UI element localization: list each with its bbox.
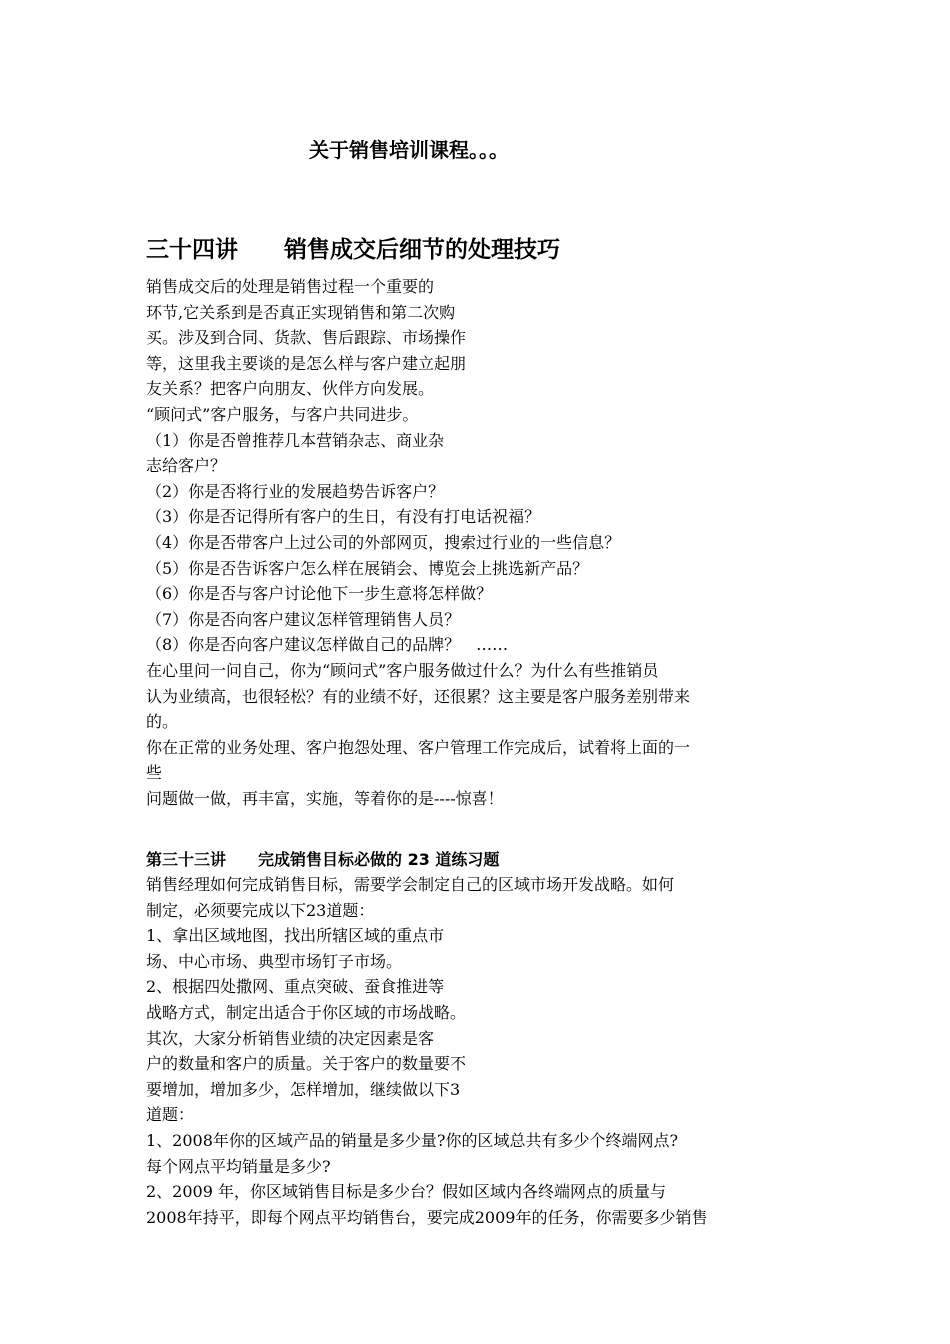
- paragraph-line: 认为业绩高，也很轻松？有的业绩不好，还很累？这主要是客户服务差别带来: [146, 686, 691, 706]
- paragraph-line: 战略方式，制定出适合于你区域的市场战略。: [146, 1002, 467, 1022]
- paragraph-line: 2、根据四处撒网、重点突破、蚕食推进等: [146, 977, 445, 997]
- paragraph-line: （4）你是否带客户上过公司的外部网页，搜索过行业的一些信息？: [146, 532, 621, 552]
- section-heading-33: 第三十三讲 完成销售目标必做的 23 道练习题: [146, 850, 500, 869]
- paragraph-line: 志给客户？: [146, 456, 227, 476]
- paragraph-line: 买。涉及到合同、货款、售后跟踪、市场操作: [146, 328, 467, 348]
- paragraph-line: 友关系？把客户向朋友、伙伴方向发展。: [146, 379, 435, 399]
- paragraph-line: （8）你是否向客户建议怎样做自己的品牌？ ……: [146, 635, 509, 655]
- paragraph-line: 制定，必须要完成以下23道题：: [146, 900, 375, 920]
- section-body-34: [146, 274, 826, 811]
- paragraph-line: （1）你是否曾推荐几本营销杂志、商业杂: [146, 430, 445, 450]
- paragraph-line: 1、拿出区域地图，找出所辖区域的重点市: [146, 926, 445, 946]
- paragraph-line: 户的数量和客户的质量。关于客户的数量要不: [146, 1054, 467, 1074]
- paragraph-line: （2）你是否将行业的发展趋势告诉客户？: [146, 481, 445, 501]
- paragraph-line: 1、2008年你的区域产品的销量是多少量?你的区域总共有多少个终端网点?: [146, 1130, 679, 1150]
- section-body-33: [146, 872, 826, 1230]
- paragraph-line: 等，这里我主要谈的是怎么样与客户建立起朋: [146, 353, 467, 373]
- paragraph-line: 场、中心市场、典型市场钉子市场。: [146, 951, 403, 971]
- paragraph-line: 的。: [146, 712, 179, 732]
- paragraph-line: 些: [146, 763, 163, 783]
- paragraph-line: （5）你是否告诉客户怎么样在展销会、博览会上挑选新产品？: [146, 558, 589, 578]
- paragraph-line: 问题做一做，再丰富，实施，等着你的是----惊喜！: [146, 788, 504, 808]
- paragraph-line: 环节,它关系到是否真正实现销售和第二次购: [146, 302, 456, 322]
- paragraph-line: （7）你是否向客户建议怎样管理销售人员？: [146, 609, 461, 629]
- paragraph-line: （6）你是否与客户讨论他下一步生意将怎样做？: [146, 584, 493, 604]
- paragraph-line: 道题：: [146, 1105, 195, 1125]
- section-heading-34: 三十四讲 销售成交后细节的处理技巧: [146, 237, 560, 263]
- paragraph-line: 销售成交后的处理是销售过程一个重要的: [146, 277, 435, 296]
- paragraph-line: 2008年持平，即每个网点平均销售台，要完成2009年的任务，你需要多少销售: [146, 1207, 708, 1227]
- paragraph-line: “顾问式”客户服务，与客户共同进步。: [146, 404, 419, 424]
- paragraph-line: 其次，大家分析销售业绩的决定因素是客: [146, 1028, 435, 1048]
- paragraph-line: 要增加，增加多少，怎样增加，继续做以下3: [146, 1079, 461, 1099]
- paragraph-line: 每个网点平均销量是多少?: [146, 1156, 331, 1176]
- document-title: 关于销售培训课程。。。: [309, 138, 509, 162]
- paragraph-line: （3）你是否记得所有客户的生日，有没有打电话祝福？: [146, 507, 541, 527]
- paragraph-line: 销售经理如何完成销售目标，需要学会制定自己的区域市场开发战略。如何: [146, 875, 675, 894]
- paragraph-line: 2、2009 年，你区域销售目标是多少台？假如区域内各终端网点的质量与: [146, 1182, 666, 1202]
- paragraph-line: 在心里问一问自己，你为“顾问式”客户服务做过什么？为什么有些推销员: [146, 660, 659, 680]
- paragraph-line: 你在正常的业务处理、客户抱怨处理、客户管理工作完成后，试着将上面的一: [146, 737, 691, 757]
